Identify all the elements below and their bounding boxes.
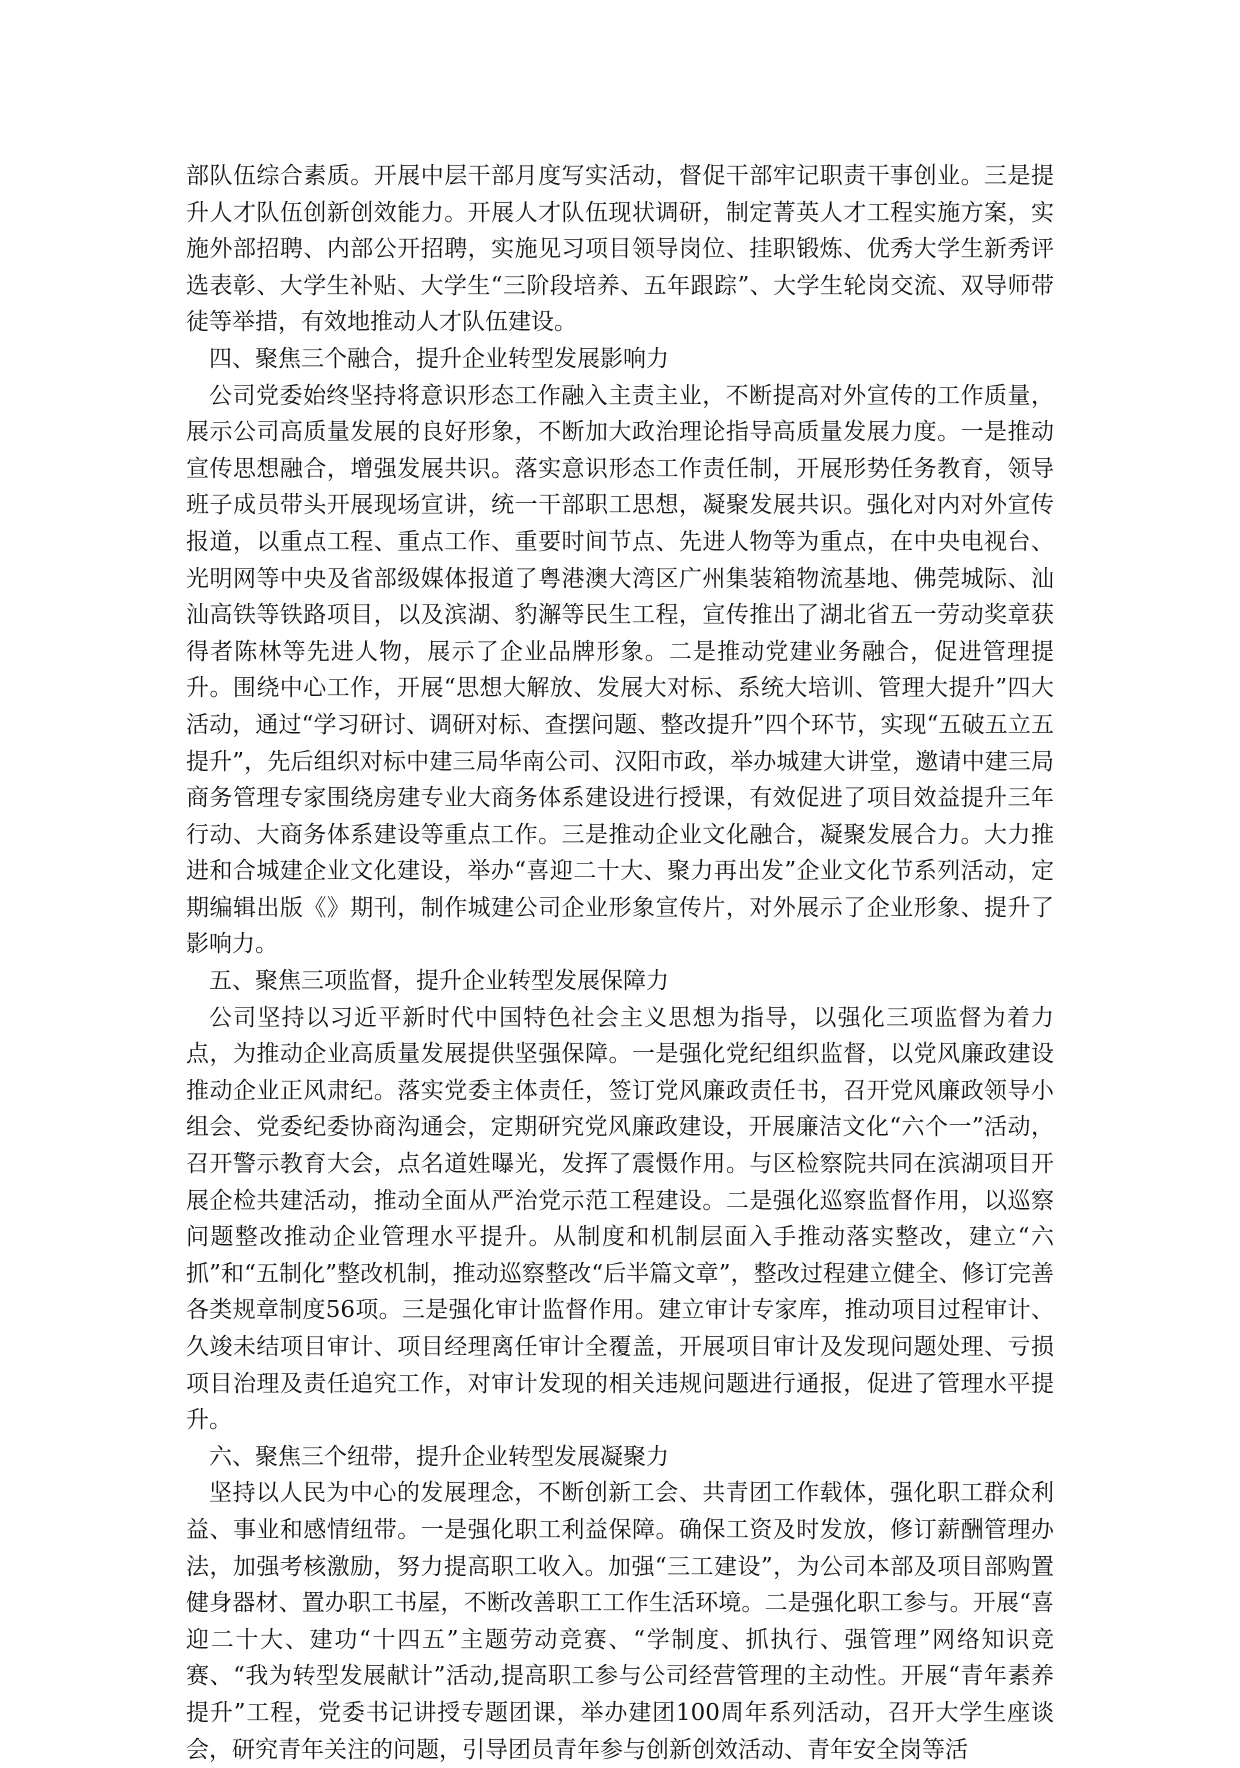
section-heading-four: 四、聚焦三个融合，提升企业转型发展影响力	[209, 345, 669, 372]
document-body	[186, 158, 1054, 1768]
section-heading-five: 五、聚焦三项监督，提升企业转型发展保障力	[209, 968, 669, 995]
paragraph-integration: 公司党委始终坚持将意识形态工作融入主责主业，不断提高对外宣传的工作质量，展示公司高质量发展的良好形象，不断加大政治理论指导高质量发展力度。一是推动宣传思想融合，增强发展共识。落实意识形态工作责任制，开展形势任务教育，领导班子成员带头开展现场宣讲，统一干部职工思想，凝聚发展共识。强化对内对外宣传报道，以重点工程、重点工作、重要时间节点、先进人物等为重点，在中央电视台、光明网等中央及省部级媒体报道了粤港澳大湾区广州集装箱物流基地、佛莞城际、汕汕高铁等铁路项目，以及滨湖、豹澥等民生工程，宣传推出了湖北省五一劳动奖章获得者陈林等先进人物，展示了企业品牌形象。二是推动党建业务融合，促进管理提升。围绕中心工作，开展“思想大解放、发展大对标、系统大培训、管理大提升”四大活动，通过“学习研讨、调研对标、查摆问题、整改提升”四个环节，实现“五破五立五提升”，先后组织对标中建三局华南公司、汉阳市政，举办城建大讲堂，邀请中建三局商务管理专家围绕房建专业大商务体系建设进行授课，有效促进了项目效益提升三年行动、大商务体系建设等重点工作。三是推动企业文化融合，凝聚发展合力。大力推进和合城建企业文化建设，举办“喜迎二十大、聚力再出发”企业文化节系列活动，定期编辑出版《》期刊，制作城建公司企业形象宣传片，对外展示了企业形象、提升了影响力。	[186, 382, 1054, 958]
paragraph-supervision: 公司坚持以习近平新时代中国特色社会主义思想为指导，以强化三项监督为着力点，为推动企业高质量发展提供坚强保障。一是强化党纪组织监督，以党风廉政建设推动企业正风肃纪。落实党委主体责任，签订党风廉政责任书，召开党风廉政领导小组会、党委纪委协商沟通会，定期研究党风廉政建设，开展廉洁文化“六个一”活动，召开警示教育大会，点名道姓曝光，发挥了震慑作用。与区检察院共同在滨湖项目开展企检共建活动，推动全面从严治党示范工程建设。二是强化巡察监督作用，以巡察问题整改推动企业管理水平提升。从制度和机制层面入手推动落实整改，建立“六抓”和“五制化”整改机制，推动巡察整改“后半篇文章”，整改过程建立健全、修订完善各类规章制度56项。三是强化审计监督作用。建立审计专家库，推动项目过程审计、久竣未结项目审计、项目经理离任审计全覆盖，开展项目审计及发现问题处理、亏损项目治理及责任追究工作，对审计发现的相关违规问题进行通报，促进了管理水平提升。	[186, 1004, 1054, 1434]
paragraph-talent-team: 部队伍综合素质。开展中层干部月度写实活动，督促干部牢记职责干事创业。三是提升人才队伍创新创效能力。开展人才队伍现状调研，制定菁英人才工程实施方案，实施外部招聘、内部公开招聘，实施见习项目领导岗位、挂职锻炼、优秀大学生新秀评选表彰、大学生补贴、大学生“三阶段培养、五年跟踪”、大学生轮岗交流、双导师带徒等举措，有效地推动人才队伍建设。	[186, 163, 1054, 336]
paragraph-bonds: 坚持以人民为中心的发展理念，不断创新工会、共青团工作载体，强化职工群众利益、事业和感情纽带。一是强化职工利益保障。确保工资及时发放，修订薪酬管理办法，加强考核激励，努力提高职工收入。加强“三工建设”，为公司本部及项目部购置健身器材、置办职工书屋，不断改善职工工作生活环境。二是强化职工参与。开展“喜迎二十大、建功“十四五”主题劳动竞赛、“学制度、抓执行、强管理”网络知识竞赛、“我为转型发展献计”活动,提高职工参与公司经营管理的主动性。开展“青年素养提升”工程，党委书记讲授专题团课，举办建团100周年系列活动，召开大学生座谈会，研究青年关注的问题，引导团员青年参与创新创效活动、青年安全岗等活	[186, 1480, 1054, 1763]
section-heading-six: 六、聚焦三个纽带，提升企业转型发展凝聚力	[209, 1443, 669, 1470]
